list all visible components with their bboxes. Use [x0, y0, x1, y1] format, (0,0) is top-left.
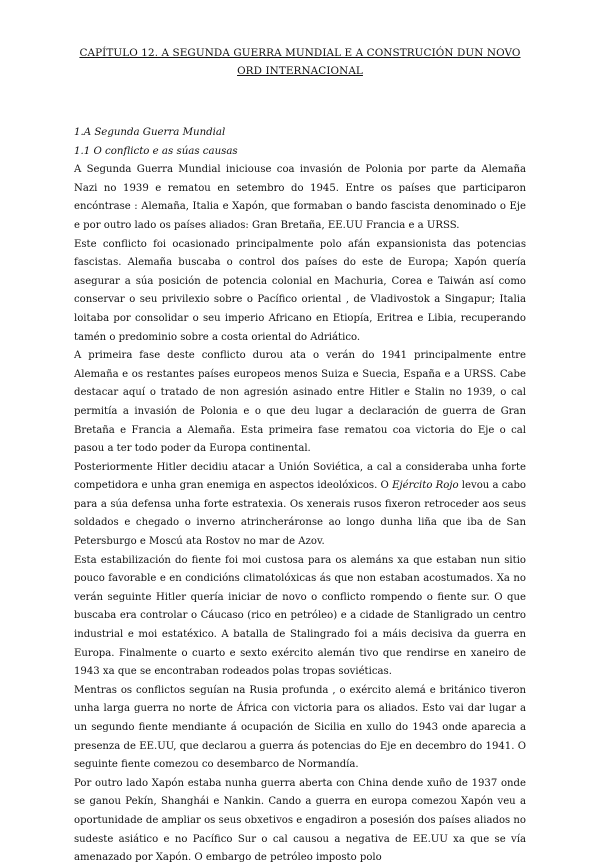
paragraph-1: A Segunda Guerra Mundial iniciouse coa invasión de Polonia por parte da Alemaña Nazi no 1939 e rematou en setembro do 1945. Entre os países que participaron encóntrase : Alemaña, Italia e Xapón, que formaban o bando fascista denominado o Eje e por outro lado os países aliados: Gran Bretaña, EE.UU Francia e a URSS.: [74, 164, 526, 231]
document-page: [74, 44, 526, 868]
paragraph-2: Este conflicto foi ocasionado principalmente polo afán expansionista das potencias fascistas. Alemaña buscaba o control dos países do este de Europa; Xapón quería asegurar a súa posición de potencia colonial en Machuria, Corea e Taiwán así como conservar o seu privilexio sobre o Pacífico oriental , de Vladivostok a Singapur; Italia loitaba por consolidar o seu imperio Africano en Etiopía, Eritrea e Libia, recuperando tamén o predominio sobre a costa oriental do Adriático.: [74, 238, 526, 343]
section-heading: 1.A Segunda Guerra Mundial: [74, 127, 226, 138]
paragraph-6: Mentras os conflictos seguían na Rusia profunda , o exército alemá e británico tiveron unha larga guerra no norte de África con victoria para os aliados. Esto vai dar lugar a un segundo fiente mendiante á ocupación de Sicilia en xullo do 1943 onde aparecia a presenza de EE.UU, que declarou a guerra ás potencias do Eje en decembro do 1941. O seguinte fiente comezou co desembarco de Normandía.: [74, 684, 526, 771]
paragraph-7: Por outro lado Xapón estaba nunha guerra aberta con China dende xuño de 1937 onde se ganou Pekín, Shanghái e Nankin. Cando a guerra en europa comezou Xapón veu a oportunidade de ampliar os seus obxetivos e engadiron a posesión dos países aliados no sudeste asiático e no Pacífico Sur o cal causou a negativa de EE.UU xa que se vía amenazado por Xapón. O embargo de petróleo imposto polo: [74, 777, 526, 864]
chapter-title: CAPÍTULO 12. A SEGUNDA GUERRA MUNDIAL E A CONSTRUCIÓN DUN NOVO ORD INTERNACIONAL: [79, 47, 521, 77]
ejercito-rojo-italic: Ejército Rojo: [392, 480, 459, 492]
subsection-heading: 1.1 O conflicto e as súas causas: [74, 145, 238, 157]
paragraph-3: A primeira fase deste conflicto durou ata o verán do 1941 principalmente entre Alemaña e os restantes países europeos menos Suiza e Suecia, España e a URSS. Cabe destacar aquí o tratado de non agresión asinado entre Hitler e Stalin no 1939, o cal permitía a invasión de Polonia e o que deu lugar a declaración de guerra de Gran Bretaña e Francia a Alemaña. Esta primeira fase rematou coa victoria do Eje o cal pasou a ter todo poder da Europa continental.: [74, 350, 526, 455]
paragraph-4-part-1: Posteriormente Hitler decidiu atacar a Unión Soviética, a cal a consideraba unha forte competidora e unha gran enemiga en aspectos ideolóxicos. O: [74, 461, 526, 492]
paragraph-4: [74, 459, 526, 552]
paragraph-4-part-2: levou a cabo para a súa defensa unha forte estratexia. Os xenerais rusos fixeron retroceder aos seus soldados e chegado o inverno atrincheráronse ao longo dunha liña que iba de San Petersburgo e Moscú ata Rostov no mar de Azov.: [74, 480, 526, 548]
paragraph-5: Esta estabilización do fiente foi moi custosa para os alemáns xa que estaban nun sitio pouco favorable e en condicións climatolóxicas ás que non estaban acostumados. Xa no verán seguinte Hitler quería iniciar de novo o conflicto rompendo o fiente sur. O que buscaba era controlar o Cáucaso (rico en petróleo) e a cidade de Stanligrado un centro industrial e moi estatéxico. A batalla de Stalingrado foi a máis decisiva da guerra en Europa. Finalmente o cuarto e sexto exército alemán tivo que rendirse en xaneiro de 1943 xa que se encontraban rodeados polas tropas soviéticas.: [74, 554, 526, 678]
